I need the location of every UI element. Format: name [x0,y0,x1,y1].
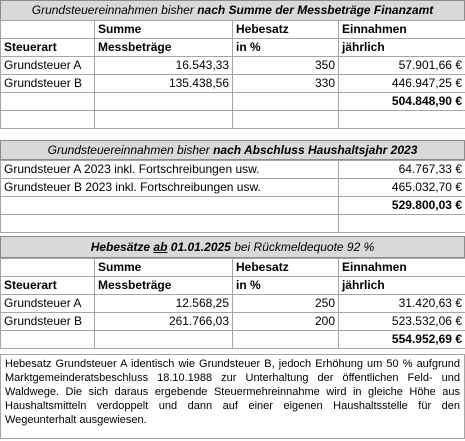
col-header-steuerart: Steuerart [1,39,95,57]
empty-cell [1,215,339,233]
col-header-steuerart: Steuerart [1,277,95,295]
table-row [1,75,465,93]
col-header-messbetraege: Messbeträge [95,39,233,57]
row-messbetrag: 135.438,56 [95,75,233,93]
col-header-in-percent: in % [233,277,339,295]
col-header-messbetraege: Messbeträge [95,277,233,295]
row-hebesatz: 200 [233,313,339,331]
empty-cell [233,93,339,111]
col-header-empty [1,259,95,277]
empty-cell [95,93,233,111]
col-header-in-percent: in % [233,39,339,57]
section1-total: 504.848,90 € [339,93,465,111]
row-einnahmen: 57.901,66 € [339,57,465,75]
row-name: Grundsteuer B [1,313,95,331]
col-header-einnahmen: Einnahmen [339,21,465,39]
section1-header [0,0,465,21]
row-einnahmen: 31.420,63 € [339,295,465,313]
row-name: Grundsteuer A [1,57,95,75]
col-header-hebesatz: Hebesatz [233,21,339,39]
table-row [1,295,465,313]
section1-title-italic: Grundsteuereinnahmen bisher [31,3,194,17]
empty-cell [95,111,233,129]
section1-title-bold: nach Summe der Messbeträge Finanzamt [197,3,434,17]
section3-title-date: 01.01.2025 [170,240,231,254]
section3-title-quote: bei Rückmeldequote 92 % [234,240,375,254]
row-messbetrag: 261.766,03 [95,313,233,331]
row-hebesatz: 250 [233,295,339,313]
row-hebesatz: 330 [233,75,339,93]
section3-table [0,258,465,349]
empty-cell [1,93,95,111]
row-name: Grundsteuer B [1,75,95,93]
note-text: Hebesatz Grundsteuer A identisch wie Grundsteuer B, jedoch Erhöhung um 50 % aufgrund Marktgemeinderatsbeschluss 18.10.1988 zur Unterhaltung der öffentlichen Feld- und Waldwege. Die sich daraus ergebende Steuermehreinnahme wird in gleiche Höhe aus Haushaltsmitteln verdoppelt und dann auf einer eigenen Haushaltsstelle für den Wegeunterhalt ausgewiesen. [0,354,465,439]
section3-title-ab: ab [153,240,168,254]
table-row [1,179,465,197]
empty-cell [339,111,465,129]
section2-title-italic: Grundsteuereinnahmen bisher [47,143,210,157]
empty-cell [95,331,233,349]
row-messbetrag: 16.543,33 [95,57,233,75]
row-einnahmen: 465.032,70 € [339,179,465,197]
table-row [1,161,465,179]
col-header-jaehrlich: jährlich [339,277,465,295]
empty-cell [1,111,95,129]
col-header-hebesatz: Hebesatz [233,259,339,277]
section3-header [0,236,465,258]
section2-title-bold: nach Abschluss Haushaltsjahr 2023 [213,143,418,157]
col-header-summe: Summe [95,21,233,39]
row-name: Grundsteuer A 2023 inkl. Fortschreibungen usw. [1,161,339,179]
col-header-empty [1,21,95,39]
empty-cell [1,331,95,349]
section3-title-hebesaetze: Hebesätze [90,240,151,254]
empty-cell [233,331,339,349]
row-hebesatz: 350 [233,57,339,75]
row-messbetrag: 12.568,25 [95,295,233,313]
section1-table [0,20,465,129]
table-row [1,57,465,75]
empty-cell [1,197,339,215]
col-header-jaehrlich: jährlich [339,39,465,57]
row-name: Grundsteuer A [1,295,95,313]
row-einnahmen: 64.767,33 € [339,161,465,179]
row-einnahmen: 523.532,06 € [339,313,465,331]
table-row [1,313,465,331]
col-header-summe: Summe [95,259,233,277]
row-name: Grundsteuer B 2023 inkl. Fortschreibungen usw. [1,179,339,197]
row-einnahmen: 446.947,25 € [339,75,465,93]
section2-total: 529.800,03 € [339,197,465,215]
section2-header [0,140,465,160]
col-header-einnahmen: Einnahmen [339,259,465,277]
section2-table [0,160,465,233]
section3-total: 554.952,69 € [339,331,465,349]
empty-cell [233,111,339,129]
empty-cell [339,215,465,233]
